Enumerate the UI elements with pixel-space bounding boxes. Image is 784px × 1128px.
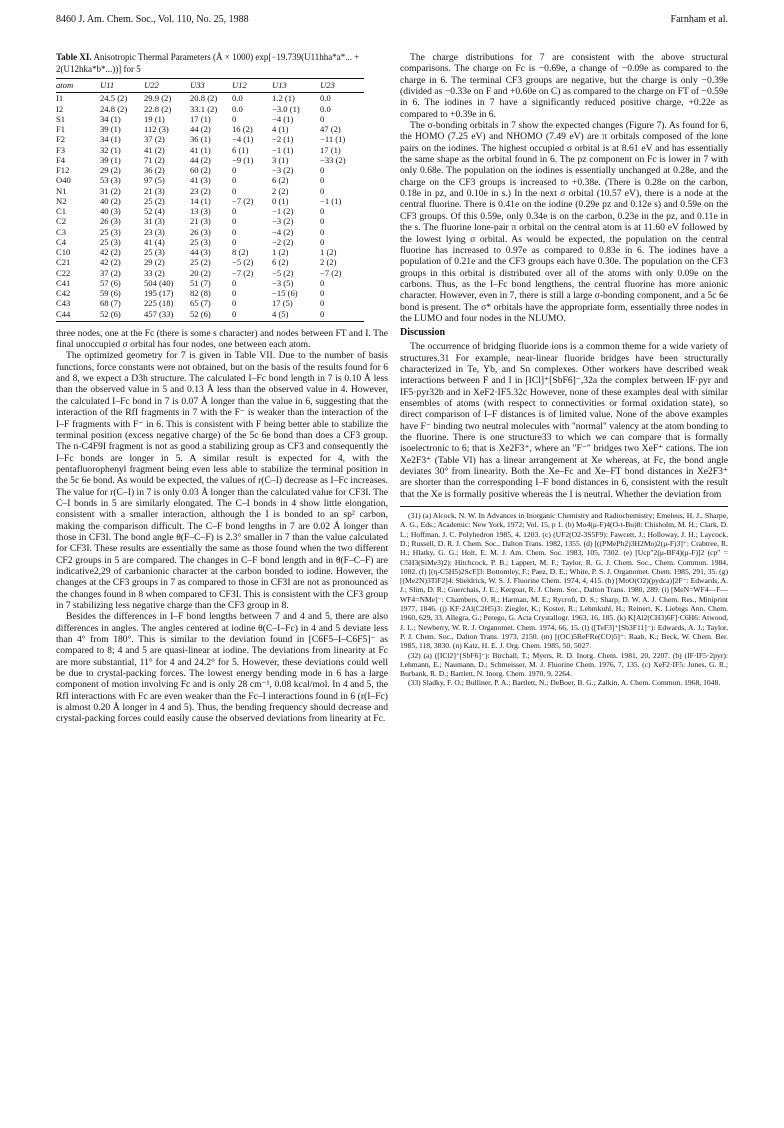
table-cell: 42 (2) (100, 247, 121, 257)
table-cell: 39 (1) (100, 154, 121, 165)
column-header: U33 (190, 79, 232, 93)
table-cell: 14 (1) (190, 195, 211, 206)
table-cell: 0 (232, 309, 272, 322)
table-cell: 16 (2) (232, 124, 253, 134)
table-cell: 0 (232, 298, 237, 309)
table-cell: 0 (320, 185, 325, 196)
table-cell: C44 (56, 309, 100, 322)
table-cell: 25 (3) (100, 226, 121, 237)
table-cell: 23 (2) (190, 185, 211, 196)
table-cell: −2 (1) (272, 134, 294, 145)
table-cell: 33 (2) (144, 267, 165, 278)
table-cell: 3 (1) (272, 154, 289, 165)
table-cell: C2 (56, 216, 67, 227)
table-cell: C42 (56, 288, 71, 298)
table-cell: −3 (5) (272, 277, 294, 288)
table-cell: 29 (2) (100, 165, 121, 175)
table-cell: 0 (320, 236, 325, 247)
table-cell: 0 (320, 206, 325, 216)
table-cell: 0 (232, 165, 237, 175)
table-cell: 41 (1) (190, 144, 211, 155)
table-cell: 51 (7) (190, 277, 211, 288)
table-cell: O40 (56, 175, 71, 186)
table-row (56, 104, 364, 114)
table-row (56, 288, 364, 298)
table-cell: 8 (2) (232, 247, 249, 257)
table-row (56, 155, 364, 165)
column-header: U12 (232, 79, 272, 93)
table-cell: 6 (2) (272, 257, 289, 268)
table-cell: 42 (2) (100, 257, 121, 268)
table-cell: 0 (232, 236, 237, 247)
table-cell: 0 (320, 165, 325, 175)
table-cell: 21 (3) (144, 185, 165, 196)
references (400, 511, 728, 688)
table-cell: C43 (56, 298, 71, 309)
table-cell: −3 (2) (272, 216, 294, 227)
table-cell: 37 (2) (144, 134, 165, 145)
table-row (56, 186, 364, 196)
table-cell: 37 (2) (100, 267, 121, 278)
table-cell: I2 (56, 103, 64, 114)
table-cell: 36 (1) (190, 134, 211, 145)
table-cell: 25 (2) (144, 195, 165, 206)
table-cell: −3 (2) (272, 165, 294, 175)
table-row (56, 175, 364, 185)
table-cell: 52 (4) (144, 206, 165, 216)
table-cell: −1 (1) (272, 144, 294, 155)
table-cell: −33 (2) (320, 154, 346, 165)
anisotropic-table (56, 78, 364, 322)
table-cell: 0.0 (232, 93, 243, 104)
table-cell: 0 (232, 185, 237, 196)
right-body-text (400, 52, 728, 324)
table-cell: 31 (2) (100, 185, 121, 196)
table-row (56, 114, 364, 124)
table-row (56, 227, 364, 237)
table-cell: C1 (56, 206, 67, 216)
table-cell: 0 (232, 277, 237, 288)
table-cell: 0 (320, 277, 325, 288)
table-cell: −4 (2) (272, 226, 294, 237)
table-row (56, 257, 364, 267)
table-cell: 41 (3) (190, 175, 211, 186)
table-cell: 22.8 (2) (144, 103, 172, 114)
table-cell: 29.9 (2) (144, 93, 172, 104)
table-cell: 53 (3) (100, 175, 121, 186)
table-cell: 44 (3) (190, 247, 211, 257)
table-cell: C10 (56, 247, 71, 257)
table-cell: −3.0 (1) (272, 103, 300, 114)
table-cell: 4 (5) (272, 309, 320, 322)
table-cell: 0 (1) (272, 195, 289, 206)
table-cell: −5 (2) (232, 257, 254, 268)
table-cell: 59 (6) (100, 288, 121, 298)
table-cell: 0 (320, 226, 325, 237)
table-cell: −4 (1) (272, 113, 294, 124)
table-cell: 195 (17) (144, 288, 174, 298)
table-cell: 24.8 (2) (100, 103, 128, 114)
table-cell: C22 (56, 267, 71, 278)
table-row (56, 145, 364, 155)
table-cell: 82 (8) (190, 288, 211, 298)
paragraph: Besides the differences in I–F bond lengths between 7 and 4 and 5, there are also differences in angles. The angles centered at iodine θ(C–I–Fc) in 4 and 5 deviate less than 4° from 180°. This is similar to the deviation found in [C6F5–I–C6F5]⁻ as compared to 8; 4 and 5 are quasi-linear at iodine. The deviations from linearity at Fc are more substantial, 11° for 4 and 24.2° for 5. However, these deviations could well be due to crystal-packing forces. The lowest energy bending mode in 6 has a large component of motion involving Fc and is only 28 cm⁻¹, 0.08 kcal/mol. In 4 and 5, the RfI interactions with Fc are even weaker than the Fc–I interactions found in 6 (r(I–Fc) is almost 0.20 Å longer in 4 and 5). Thus, the bending frequency should decrease and crystal-packing forces could easily cause the observed deviations from linearity at Fc. (56, 611, 388, 725)
table-cell: 68 (7) (100, 298, 121, 309)
table-cell: −5 (2) (272, 267, 294, 278)
table-cell: 225 (18) (144, 298, 174, 309)
table-cell: −1 (1) (320, 195, 342, 206)
table-cell: 0 (232, 226, 237, 237)
table-cell: N1 (56, 185, 67, 196)
table-body (56, 93, 364, 322)
table-cell: 33.1 (2) (190, 103, 218, 114)
left-column (56, 52, 388, 725)
table-cell: 41 (2) (144, 144, 165, 155)
table-cell: 25 (3) (144, 247, 165, 257)
reference-entry: (32) (a) ([ICl2]⁺[SbF6]⁻): Birchall, T.; Myers, R. D. Inorg. Chem. 1981, 20, 2207. (b) (IF·IF5·2pyr): Lehmann, E.; Naumann, D.; Schmeisser, M. J. Fluorine Chem. 1976, 7, 135. (c) XeF2·IF5: Jones, G. R.; Burbank, R. D.; Bartlett, N. Inorg. Chem. 1970, 9, 2264. (400, 650, 728, 679)
table-cell: 4 (1) (272, 124, 289, 134)
table-cell: 0 (232, 175, 237, 186)
table-cell: 19 (1) (144, 113, 165, 124)
table-cell: 0 (320, 288, 325, 298)
table-cell: 0 (320, 113, 325, 124)
table-row (56, 93, 364, 104)
paragraph: The σ-bonding orbitals in 7 show the expected changes (Figure 7). As found for 6, the HOMO (7.25 eV) and NHOMO (7.49 eV) are π orbitals composed of the lone pairs on the iodines. The highest occupied σ orbital is at 8.61 eV and has essentially the same shape as the orbital found in 6. The pz component on Fc is lower in 7 with only 0.68e. The population on the iodines is essentially unchanged at 0.28e, and the charge on the CF3 groups is increased to +0.38e. (There is 0.28e on the carbon, 0.18e in pz, and 0.10e in s.) In the next σ orbital (10.57 eV), there is a node at the central fluorine. There is 0.41e on the iodine (0.29e pz and 0.12e s) and 0.59e on the CF3 groups. Of this 0.59e, only 0.34e is on the carbon, 0.23e in the pz, and 0.11e in the s. The fluorine lone-pair π orbital on the central atom is at 11.60 eV followed by the lowest lying σ orbital. As would be expected, the population on the central fluorine has increased to 0.97e as compared to 0.83e in 6. The iodines have a population of 0.21e and the CF3 groups each have 0.30e. The population on the CF3 groups in this orbital is distributed over all of the atoms with only 0.09e on the carbons. Thus, as the I–Fc bond lengthens, the central fluorine has more anionic character. However, even in 7, there is still a large σ-bonding component, and a 5c 6e bond is present. The σ* orbitals have the appropriate form, essentially three nodes in the LUMO and four nodes in the NLUMO. (400, 120, 728, 324)
right-column (400, 52, 728, 688)
table-cell: 0 (320, 309, 364, 322)
table-cell: 457 (33) (144, 309, 190, 322)
table-cell: 0.0 (320, 103, 331, 114)
table-row (56, 298, 364, 308)
table-cell: 39 (1) (100, 124, 121, 134)
table-cell: F12 (56, 165, 70, 175)
header-authors: Farnham et al. (670, 14, 728, 25)
discussion-text (400, 341, 728, 500)
column-header: atom (56, 79, 100, 93)
table-cell: 52 (6) (190, 309, 232, 322)
table-cell: 29 (2) (144, 257, 165, 268)
table-cell: 1.2 (1) (272, 93, 295, 104)
table-cell: −4 (1) (232, 134, 254, 145)
left-body-text (56, 328, 388, 725)
table-cell: 47 (2) (320, 124, 341, 134)
table-cell: −7 (2) (320, 267, 342, 278)
table-cell: 23 (3) (144, 226, 165, 237)
paragraph: three nodes, one at the Fc (there is some s character) and nodes between FT and I. The final unoccupied σ orbital has four nodes, one between each atom. (56, 327, 388, 351)
table-cell: 32 (1) (100, 144, 121, 155)
table-row (56, 134, 364, 144)
table-row (56, 268, 364, 278)
table-row (56, 216, 364, 226)
table-row (56, 196, 364, 206)
table-row (56, 237, 364, 247)
table-cell: 36 (2) (144, 165, 165, 175)
table-cell: F1 (56, 124, 66, 134)
paragraph: The optimized geometry for 7 is given in Table VII. Due to the number of basis functions, force constants were not obtained, but on the basis of the results found for 6 and 8, we expect a D3h structure. The calculated I–Fc bond length in 7 is 0.10 Å less than the observed value in 5 and 0.13 Å less than the observed value in 4. However, the calculated I–Fc bond in 7 is 0.07 Å longer than the value in 6, suggesting that the interaction of the RfI fragments in 7 with the F⁻ is weaker than the interaction of the I–F fragments with F⁻ in 6. This is consistent with F being better able to stabilize the terminal position (excess negative charge) of the 5c 6e bond than does a CF3 group. The n-C4F9I fragment is not as good a stabilizing group as CF3 and consequently the I–Fc bonds are longer in 5. A similar result is expected for 4, with the pentafluorophenyl fragment being even less able to stabilize the terminal position in the 5c 6e bond. As would be expected, the values of r(C–I) decrease as I–Fc increases. The value for r(C–I) in 7 is only 0.03 Å longer than the calculated value for CF3I. The C–I bonds in 5 are similarly elongated. The C–I bonds in 4 show little elongation, consistent with a smaller interaction, although the I is bonded to an sp² carbon, making the comparison difficult. The C–F bond lengths in 7 are 0.02 Å longer than those in CF3I. The bond angle θ(F–C–F) is 2.3° smaller in 7 than the value calculated for CF3I. These results are essentially the same as those found when the two different CF2 groups in 5 are compared. The changes in C–F bond length and in θ(F–C–F) are indicative2,29 of carbanionic character at the carbon bonded to iodine. However, the changes at the CF3 groups in 7 as compared to those in CF3I are not as pronounced as the changes found in 8 when compared to CF3I. This is consistent with the CF3 group in 7 stabilizing less negative charge than the CF3 group in 8. (56, 350, 388, 611)
table-cell: 2 (2) (320, 257, 337, 268)
table-caption-text: Anisotropic Thermal Parameters (Å × 1000) exp[−19.739(U11hha*a*... + 2(U12hka*b*...))] for 5 (56, 52, 360, 74)
table-row (56, 309, 364, 322)
table-cell: F3 (56, 144, 66, 155)
table-cell: 57 (6) (100, 277, 121, 288)
table-cell: 71 (2) (144, 154, 165, 165)
table-cell: 1 (2) (320, 247, 337, 257)
table-cell: 0 (232, 206, 237, 216)
table-cell: 60 (2) (190, 165, 211, 175)
table-cell: 41 (4) (144, 236, 165, 247)
table-cell: 0 (320, 175, 325, 186)
table-cell: 65 (7) (190, 298, 211, 309)
table-cell: 0 (232, 113, 237, 124)
table-cell: 52 (6) (100, 309, 144, 322)
table-cell: −11 (1) (320, 134, 346, 145)
table-cell: 17 (1) (190, 113, 211, 124)
paragraph: The charge distributions for 7 are consistent with the above structural comparisons. The charge on Fc is −0.69e, a change of −0.09e as compared to the charge in 6. The terminal CF3 groups are negative, but the charge is only −0.39e (divided as −0.33e on F and +0.60e on C) as compared to the charge on FT of −0.59e in 6. The iodines in 7 have a significantly reduced positive charge, +0.22e as compared to +0.39e in 6. (400, 52, 728, 120)
table-cell: S1 (56, 113, 66, 124)
column-header: U13 (272, 79, 320, 93)
table-cell: 25 (2) (190, 257, 211, 268)
table-cell: −7 (2) (232, 267, 254, 278)
table-cell: −15 (6) (272, 288, 298, 298)
table-cell: 24.5 (2) (100, 93, 128, 104)
table-cell: 0 (320, 216, 325, 227)
table-caption-label: Table XI. (56, 52, 92, 62)
table-cell: 0 (232, 288, 237, 298)
table-cell: 44 (2) (190, 124, 211, 134)
table-cell: 34 (1) (100, 113, 121, 124)
table-row (56, 247, 364, 257)
table-caption (56, 52, 388, 75)
table-cell: 13 (3) (190, 206, 211, 216)
table-cell: −9 (1) (232, 154, 254, 165)
table-cell: 40 (3) (100, 206, 121, 216)
table-cell: 26 (3) (190, 226, 211, 237)
table-cell: −1 (2) (272, 206, 294, 216)
table-cell: 0 (232, 216, 237, 227)
column-header: U23 (320, 79, 364, 93)
table-cell: 44 (2) (190, 154, 211, 165)
table-cell: 112 (3) (144, 124, 169, 134)
reference-entry: (33) Sladky, F. O.; Bulliner, P. A.; Bartlett, N.; DeBoer, B. G.; Zalkin, A. Chem. Commun. 1968, 1048. (408, 678, 721, 688)
table-cell: F2 (56, 134, 66, 145)
discussion-heading: Discussion (400, 327, 446, 339)
table-cell: N2 (56, 195, 67, 206)
table-row (56, 124, 364, 134)
table-cell: 40 (2) (100, 195, 121, 206)
table-header-row (56, 79, 364, 93)
table-cell: 0.0 (232, 103, 243, 114)
paragraph: The occurrence of bridging fluoride ions is a common theme for a wide variety of structures.31 For example, near-linear fluoride bridges have been structurally characterized in Te, Yb, and Sn complexes. Other workers have described weak interactions between F and I in [ICl]⁺[SbF6]⁻,32a the complex between IF·pyr and IF5·pyr32b and in XeF2·IF5.32c However, none of these examples deal with similar ensembles of atoms (with respect to connectivities or formal oxidation state), so direct comparison of I–F distances is of limited value. None of the above examples have F⁻ binding two neutral molecules with "normal" valency at the atom bonding to the fluorine. There is one structure33 to which we can compare that is formally isoelectronic to 6; that is Xe2F3⁺, where an "F⁻" bridges two XeF⁺ cations. The ion Xe2F3⁺ (Table VI) has a linear arrangement at Xe whereas, at Fc, the bond angle deviates 30° from linearity. Both the Xe–Fc and Xe–FT bond distances in Xe2F3⁺ are shorter than the corresponding I–F bond distances in 6, consistent with the result that the Xe is formally positive whereas the I is neutral. Whether the deviation from (400, 341, 728, 500)
table-cell: 6 (1) (232, 144, 249, 155)
references-rule (400, 506, 728, 507)
reference-entry: (31) (a) Alcock, N. W. In Advances in Inorganic Chemistry and Radiochemistry; Emeleus, H. J., Sharpe, A. G., Eds.; Academic: New York, 1972; Vol. 15, p 1. (b) Mo4(μ-F)4(O-t-Bu)8: Chisholm, M. H.; Clark, D. L.; Hoffman, J. C. Polyhedron 1985, 4, 1203. (c) (UF2(O2-3S5F9): Fawcett, J.; Holloway, J. H.; Laycock, D.; Russell, D. R. J. Chem. Soc., Dalton Trans. 1982, 1355. (d) [((PMePh2)3H2Mo)2(μ-F)3]⁺: Crabtree, R. H.; Hlatky, G. G.; Holt, E. M. J. Am. Chem. Soc. 1983, 105, 7302. (e) [Ucp″2(μ-BF4)(μ-F)]2 (cp″ = C5H3(SiMe3)2): Hitchcock, P. B.; Lappert, M. F.; Taylor, R. G. J. Chem. Soc., Chem. Commun. 1984, 1082. (f) [(η-C5H5)2ScF]3: Bottomley, F.; Paez, D. E.; White, P. S. J. Organomet. Chem. 1985, 291, 35. (g) [(Me2N)3TiF2]4: Sheldrick, W. S. J. Fluorine Chem. 1974, 4, 415. (h) [MoO(O2)(pydca)]2F⁻: Edwards, A. J.; Slim, D. R.; Guerchais, J. E.; Kergoat, R. J. Chem. Soc., Dalton Trans. 1980, 289. (i) [MeN=WF4—F—WF4=NMe]⁻: Chambers, O. R.; Harman, M. E.; Rycroft, D. S.; Sharp, D. W. A. J. Chem. Res., Miniprint 1977, 1846. (j) KF·2Al(C2H5)3: Ziegler, K.; Koster, R.; Lehmkuhl, H.; Reinert, K. Liebigs Ann. Chem. 1960, 629, 33. Allegra, G.; Perego, G. Acta Crystallogr. 1963, 16, 185. (k) K[Al2(CH3)6F]·C6H6: Atwood, J. L.; Newberry, W. R. J. Organomet. Chem. 1974, 66, 15. (l) ([TeF3]⁺[Sb3F11]⁻): Edwards, A. J.; Taylor, P. J. Chem. Soc., Dalton Trans. 1973, 2150. (m) [(OC)5ReFRe(CO)5]⁺: Raab, K.; Beck, W. Chem. Ber. 1985, 118, 3830. (n) Katz, H. E. J. Org. Chem. 1985, 50, 5027. (400, 511, 728, 651)
table-cell: 0 (320, 298, 325, 309)
table-cell: 25 (3) (190, 236, 211, 247)
table-cell: 17 (1) (320, 144, 341, 155)
table-cell: C41 (56, 277, 71, 288)
running-header (56, 14, 728, 28)
table-cell: 1 (2) (272, 247, 289, 257)
table-cell: C4 (56, 236, 67, 247)
table-cell: 504 (40) (144, 277, 174, 288)
column-header: U22 (144, 79, 190, 93)
table-cell: 31 (3) (144, 216, 165, 227)
table-cell: −7 (2) (232, 195, 254, 206)
table-row (56, 165, 364, 175)
table-cell: −2 (2) (272, 236, 294, 247)
table-cell: 17 (5) (272, 298, 293, 309)
column-header: U11 (100, 79, 144, 93)
table-cell: C21 (56, 257, 71, 268)
table-cell: 26 (3) (100, 216, 121, 227)
table-row (56, 206, 364, 216)
table-cell: 20 (2) (190, 267, 211, 278)
table-cell: F4 (56, 154, 66, 165)
table-cell: 25 (3) (100, 236, 121, 247)
table-cell: C3 (56, 226, 67, 237)
table-cell: 2 (2) (272, 185, 289, 196)
table-cell: 21 (3) (190, 216, 211, 227)
table-row (56, 278, 364, 288)
table-cell: 20.8 (2) (190, 93, 218, 104)
table-cell: I1 (56, 93, 64, 104)
table-cell: 97 (5) (144, 175, 165, 186)
table-cell: 34 (1) (100, 134, 121, 145)
table-cell: 0.0 (320, 93, 331, 104)
table-cell: 6 (2) (272, 175, 289, 186)
header-journal: 8460 J. Am. Chem. Soc., Vol. 110, No. 25, 1988 (56, 14, 249, 25)
